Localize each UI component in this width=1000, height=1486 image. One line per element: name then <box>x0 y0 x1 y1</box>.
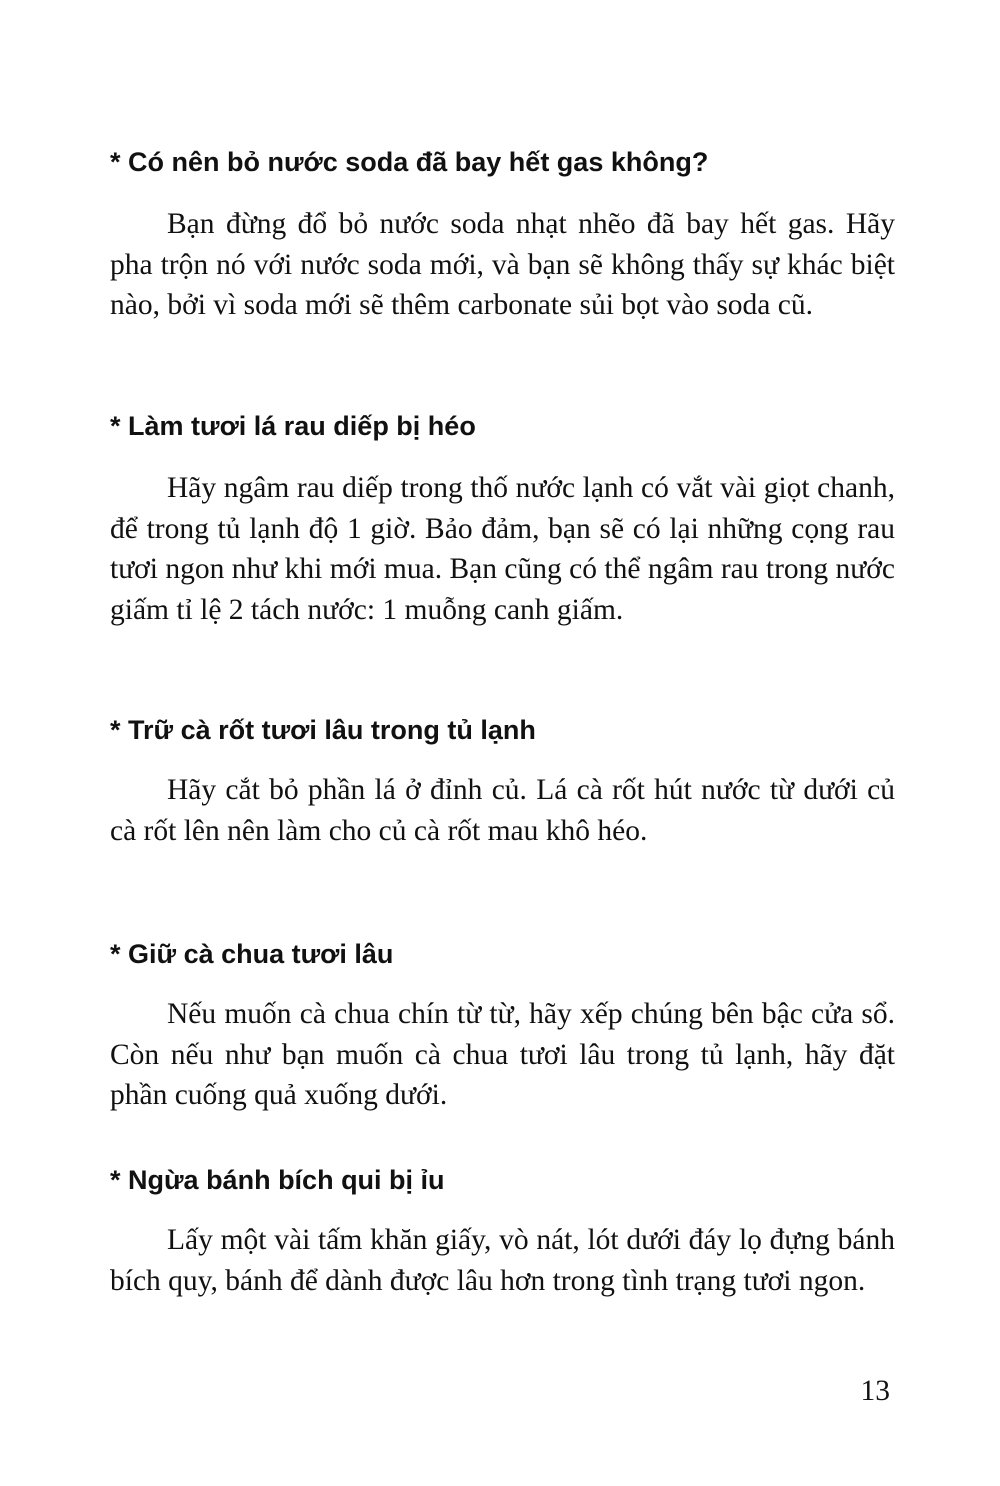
tip-body: Lấy một vài tấm khăn giấy, vò nát, lót dưới đáy lọ đựng bánh bích quy, bánh để dành được lâu hơn trong tình trạng tươi ngon. <box>110 1224 895 1297</box>
tip-heading: * Trữ cà rốt tươi lâu trong tủ lạnh <box>110 715 536 745</box>
tip-section-carrot <box>110 714 895 851</box>
tip-section-tomato <box>110 938 895 1116</box>
tip-body: Hãy cắt bỏ phần lá ở đỉnh củ. Lá cà rốt hút nước từ dưới củ cà rốt lên nên làm cho củ cà rốt mau khô héo. <box>110 774 895 847</box>
tip-section-biscuit <box>110 1164 895 1301</box>
tip-heading: * Ngừa bánh bích qui bị ỉu <box>110 1165 445 1195</box>
tip-heading: * Giữ cà chua tươi lâu <box>110 939 394 969</box>
tip-section-lettuce <box>110 410 895 630</box>
tip-section-soda <box>110 146 895 326</box>
tip-body: Bạn đừng đổ bỏ nước soda nhạt nhẽo đã bay hết gas. Hãy pha trộn nó với nước soda mới, và bạn sẽ không thấy sự khác biệt nào, bởi vì soda mới sẽ thêm carbonate sủi bọt vào soda cũ. <box>110 208 895 321</box>
tip-body: Nếu muốn cà chua chín từ từ, hãy xếp chúng bên bậc cửa sổ. Còn nếu như bạn muốn cà chua tươi lâu trong tủ lạnh, hãy đặt phần cuống quả xuống dưới. <box>110 998 895 1111</box>
tip-body: Hãy ngâm rau diếp trong thố nước lạnh có vắt vài giọt chanh, để trong tủ lạnh độ 1 giờ. Bảo đảm, bạn sẽ có lại những cọng rau tươi ngon như khi mới mua. Bạn cũng có thể ngâm rau trong nước giấm tỉ lệ 2 tách nước: 1 muỗng canh giấm. <box>110 472 895 626</box>
tip-heading: * Làm tươi lá rau diếp bị héo <box>110 411 476 441</box>
tip-heading: * Có nên bỏ nước soda đã bay hết gas không? <box>110 147 709 177</box>
page-number: 13 <box>860 1375 890 1407</box>
